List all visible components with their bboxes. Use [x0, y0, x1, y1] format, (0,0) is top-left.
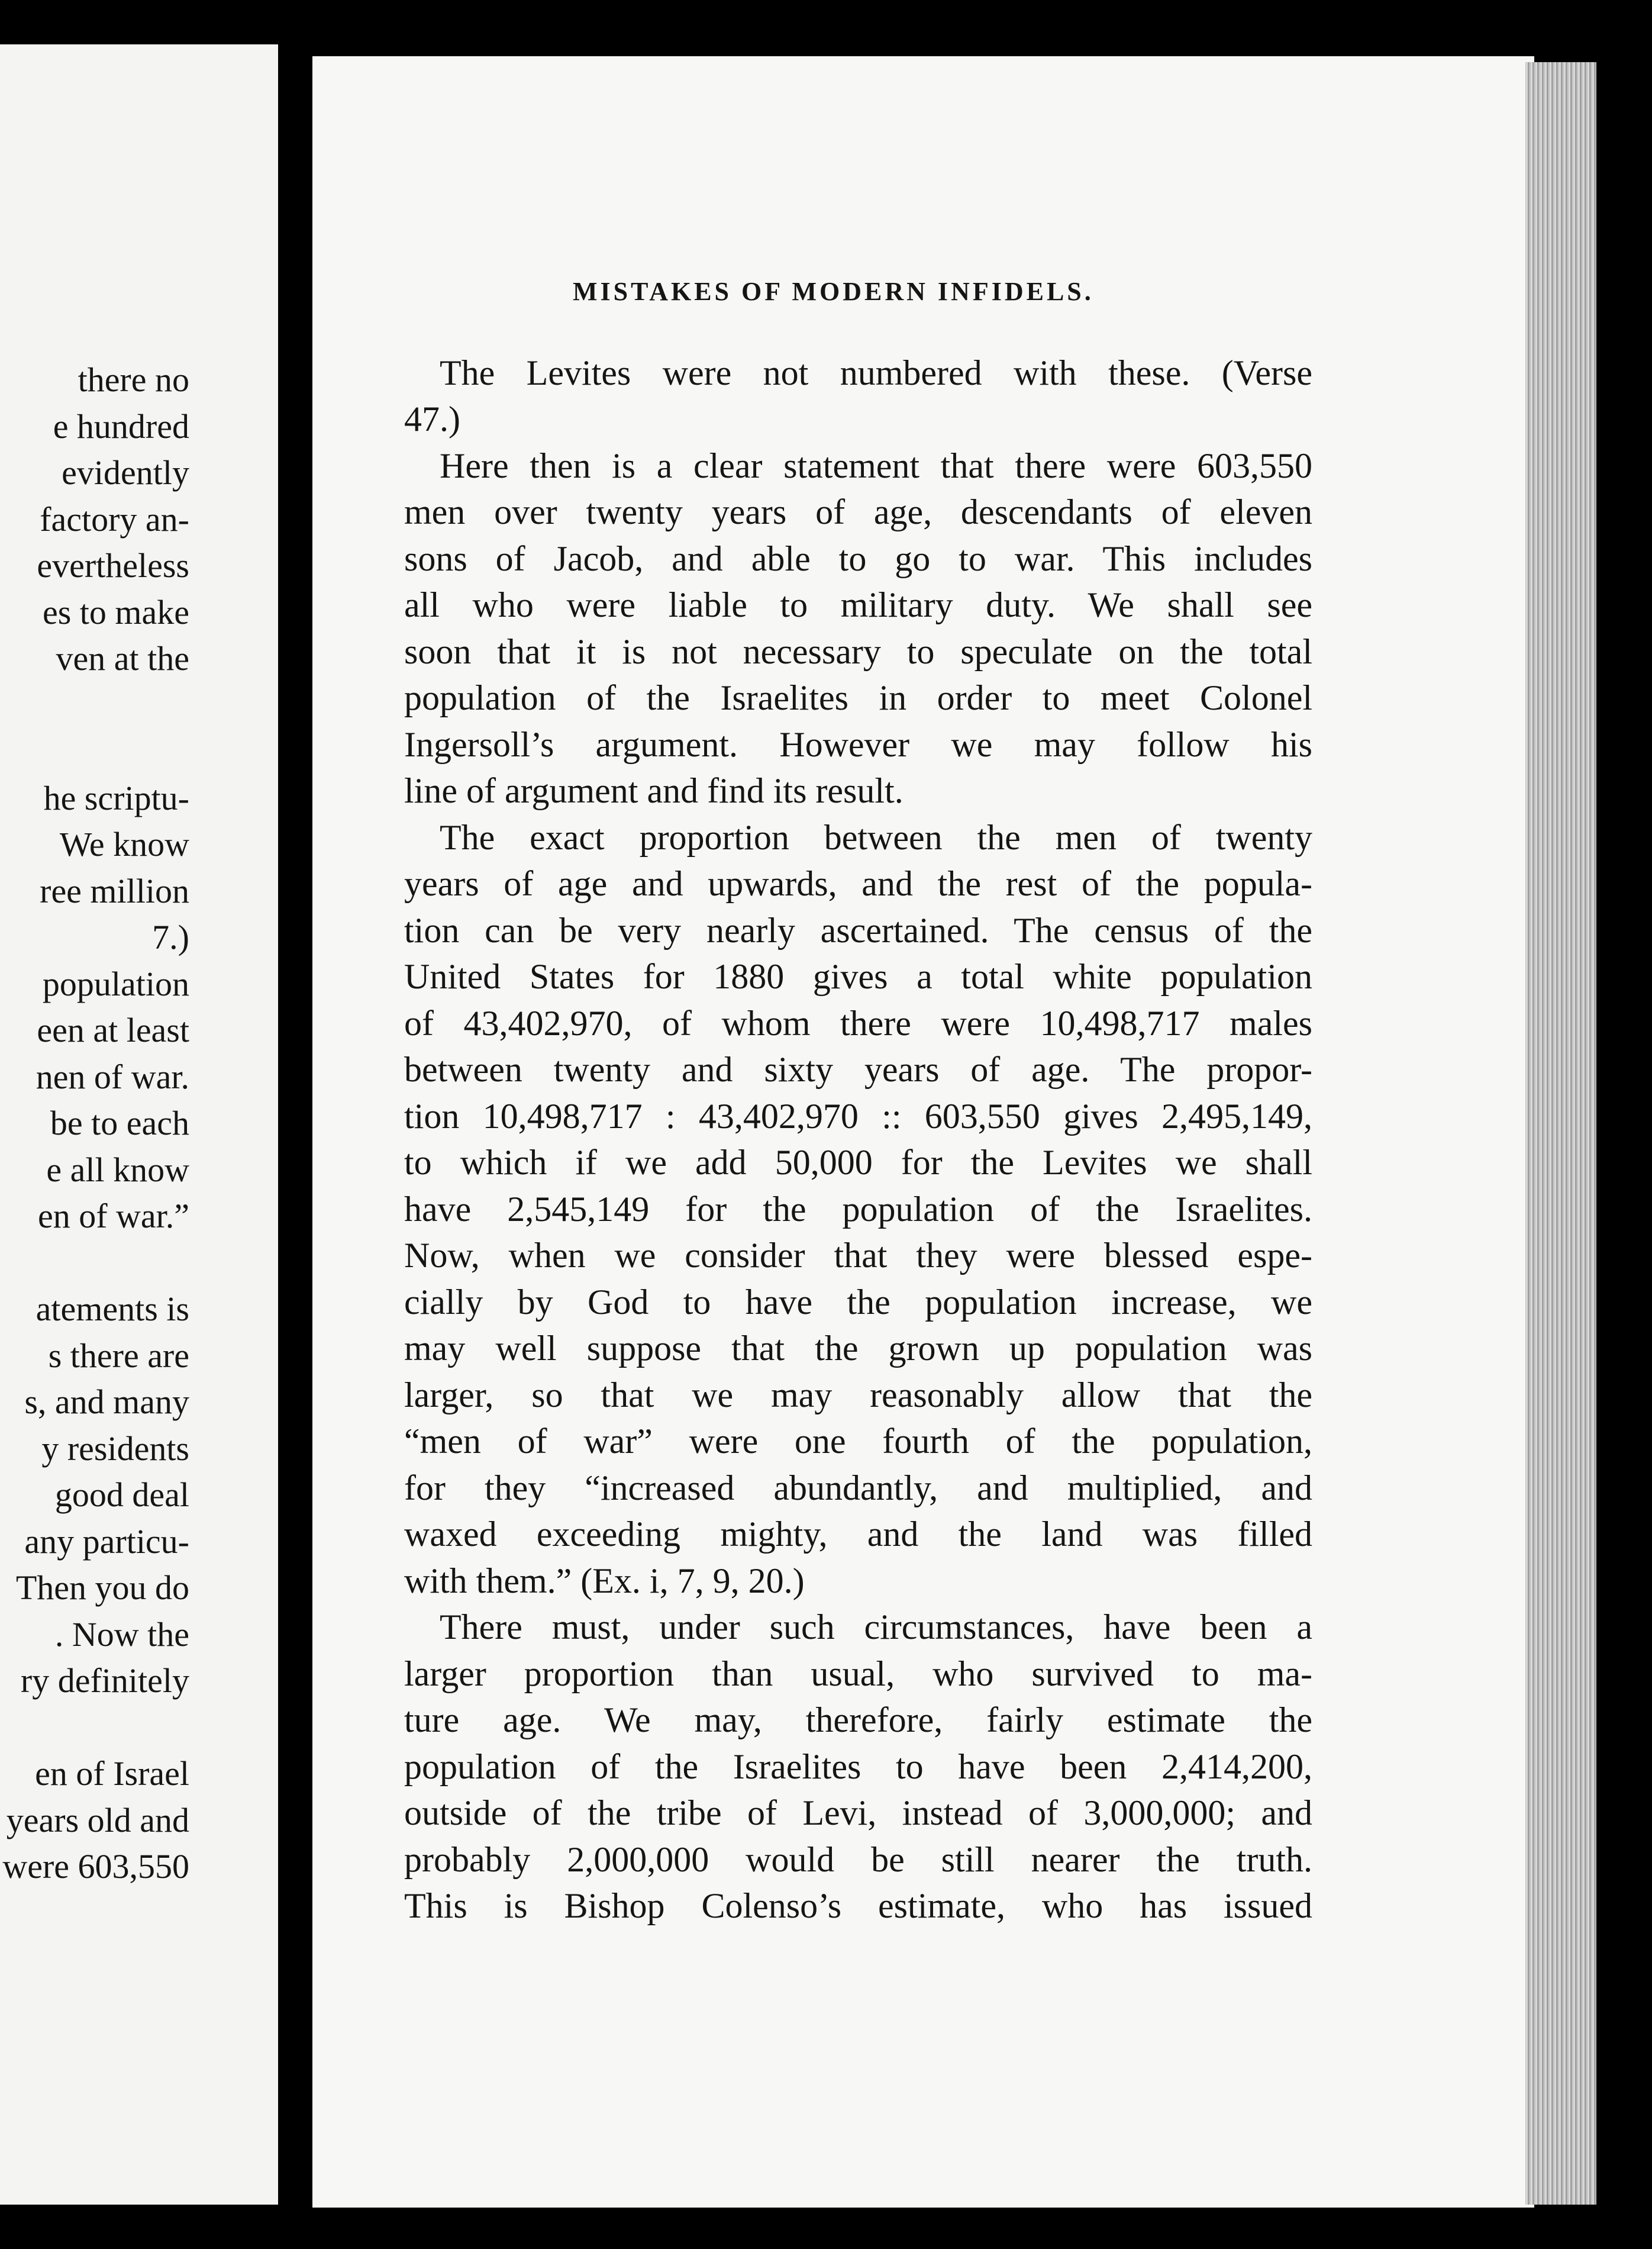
text-line: soon that it is not necessary to speculate on the total: [404, 632, 1312, 671]
left-page-line: Then you do: [15, 1568, 189, 1607]
left-page-line: atements is: [36, 1290, 189, 1328]
text-line: There must, under such circumstances, have been a: [440, 1607, 1312, 1647]
left-page-line: ven at the: [56, 639, 189, 678]
text-line: Ingersoll’s argument. However we may follow his: [404, 725, 1312, 764]
left-page-line: population: [42, 965, 189, 1003]
left-page-line: een at least: [37, 1011, 189, 1049]
text-line: have 2,545,149 for the population of the Israelites.: [404, 1190, 1312, 1229]
text-line: larger proportion than usual, who survived to ma-: [404, 1654, 1312, 1693]
text-line: cially by God to have the population increase, we: [404, 1283, 1312, 1322]
left-page-line: en of war.”: [37, 1197, 189, 1235]
left-page-line: ree million: [40, 872, 189, 910]
text-line: for they “increased abundantly, and multiplied, and: [404, 1468, 1312, 1507]
text-line: tion 10,498,717 : 43,402,970 :: 603,550 gives 2,495,149,: [404, 1097, 1312, 1136]
left-page-line: be to each: [50, 1104, 189, 1142]
text-line: “men of war” were one fourth of the population,: [404, 1422, 1312, 1461]
text-line: outside of the tribe of Levi, instead of 3,000,000; and: [404, 1793, 1312, 1832]
left-page-line: 7.): [152, 918, 189, 956]
text-line: larger, so that we may reasonably allow that the: [404, 1375, 1312, 1415]
left-page-line: were 603,550: [2, 1847, 189, 1886]
text-line: sons of Jacob, and able to go to war. This includes: [404, 539, 1312, 578]
left-page-line: es to make: [42, 593, 189, 631]
text-line: between twenty and sixty years of age. The propor-: [404, 1050, 1312, 1089]
page-header: [573, 270, 1638, 318]
text-line: waxed exceeding mighty, and the land was filled: [404, 1515, 1312, 1554]
text-line: This is Bishop Colenso’s estimate, who has issued: [404, 1886, 1312, 1925]
text-line: United States for 1880 gives a total white population: [404, 957, 1312, 996]
left-page-line: good deal: [54, 1475, 189, 1514]
left-page-line: e all know: [46, 1151, 189, 1189]
text-line: 47.): [404, 399, 460, 439]
book-gutter: [278, 0, 314, 2249]
text-line: to which if we add 50,000 for the Levites we shall: [404, 1143, 1312, 1182]
text-line: population of the Israelites to have been 2,414,200,: [404, 1747, 1312, 1786]
left-page-line: evertheless: [37, 546, 189, 585]
left-page-line: nen of war.: [36, 1058, 189, 1096]
page-edges: [1525, 62, 1596, 2205]
text-line: population of the Israelites in order to meet Colonel: [404, 678, 1312, 717]
text-line: Now, when we consider that they were blessed espe-: [404, 1236, 1312, 1275]
left-page-line: y residents: [41, 1429, 189, 1468]
left-page-line: he scriptu-: [43, 779, 189, 817]
text-line: tion can be very nearly ascertained. The census of the: [404, 911, 1312, 950]
text-line: of 43,402,970, of whom there were 10,498,717 males: [404, 1004, 1312, 1043]
left-page-line: any particu-: [24, 1522, 189, 1561]
text-line: with them.” (Ex. i, 7, 9, 20.): [404, 1561, 805, 1600]
text-line: Here then is a clear statement that there were 603,550: [440, 446, 1312, 485]
left-page-line: evidently: [62, 453, 189, 492]
left-page-line: there no: [78, 360, 189, 399]
left-page-line: years old and: [6, 1801, 189, 1839]
text-line: years of age and upwards, and the rest of the popula-: [404, 864, 1312, 903]
text-line: all who were liable to military duty. We shall see: [404, 585, 1312, 624]
left-page-line: e hundred: [53, 407, 189, 446]
text-line: men over twenty years of age, descendants of eleven: [404, 492, 1312, 531]
text-line: The exact proportion between the men of twenty: [440, 818, 1312, 857]
running-head: MISTAKES OF MODERN INFIDELS.: [573, 277, 1094, 306]
left-page-line: s, and many: [24, 1383, 189, 1421]
text-line: The Levites were not numbered with these. (Verse: [440, 353, 1312, 392]
left-page-line: factory an-: [40, 500, 189, 539]
facing-page-left: [0, 44, 278, 2205]
left-page-line: ry definitely: [20, 1661, 189, 1700]
left-page-line: We know: [59, 825, 189, 863]
text-line: probably 2,000,000 would be still nearer the truth.: [404, 1840, 1312, 1879]
text-line: may well suppose that the grown up population was: [404, 1329, 1312, 1368]
left-page-line: . Now the: [54, 1615, 189, 1654]
text-line: line of argument and find its result.: [404, 771, 904, 810]
text-line: ture age. We may, therefore, fairly estimate the: [404, 1700, 1312, 1739]
left-page-line: en of Israel: [35, 1754, 189, 1793]
book-page: [312, 56, 1534, 2208]
left-page-line: s there are: [48, 1336, 189, 1375]
